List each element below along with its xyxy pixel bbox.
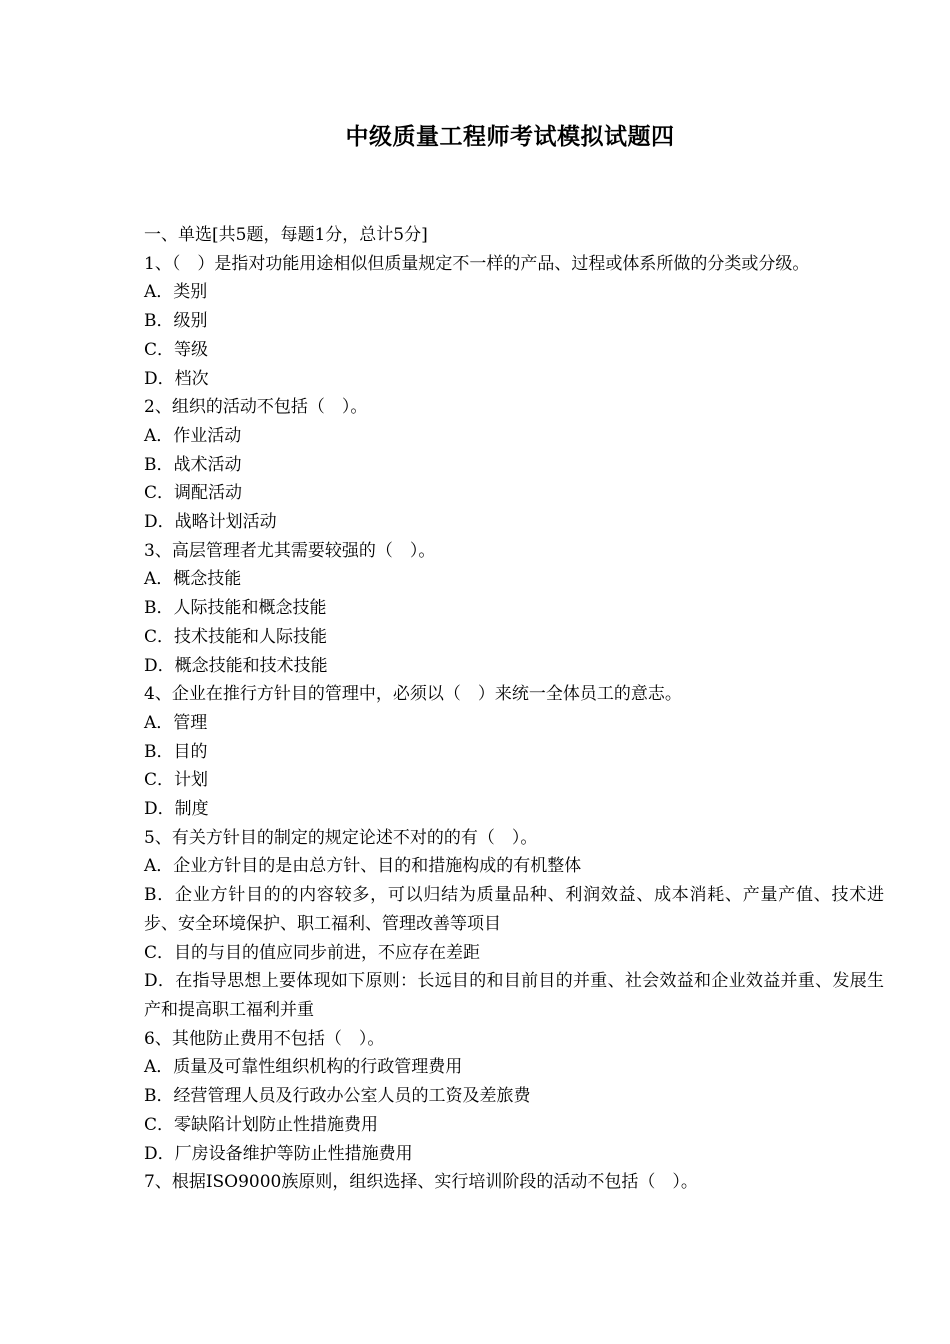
option-d: D．在指导思想上要体现如下原则：长远目的和目前目的并重、社会效益和企业效益并重、发展生产和提高职工福利并重 <box>144 971 884 1020</box>
option-a: A．概念技能 <box>144 569 242 590</box>
question-4 <box>144 680 884 824</box>
option-a: A．类别 <box>144 282 208 303</box>
question-stem: 2、组织的活动不包括（ ）。 <box>144 397 368 418</box>
option-c: C．零缺陷计划防止性措施费用 <box>144 1114 379 1135</box>
question-stem: 5、有关方针目的制定的规定论述不对的的有（ ）。 <box>144 827 538 848</box>
option-c: C．等级 <box>144 339 209 360</box>
option-b: B．企业方针目的的内容较多，可以归结为质量品种、利润效益、成本消耗、产量产值、技术进步、安全环境保护、职工福利、管理改善等项目 <box>144 885 884 934</box>
option-a: A．管理 <box>144 712 208 733</box>
question-7 <box>144 1168 884 1197</box>
question-3 <box>144 537 884 681</box>
option-d: D．战略计划活动 <box>144 512 277 533</box>
option-d: D．制度 <box>144 799 209 820</box>
question-2 <box>144 393 884 537</box>
option-d: D．厂房设备维护等防止性措施费用 <box>144 1143 413 1164</box>
option-d: D．概念技能和技术技能 <box>144 655 328 676</box>
option-c: C．调配活动 <box>144 483 243 504</box>
option-b: B．目的 <box>144 741 208 762</box>
question-5 <box>144 824 884 1025</box>
question-stem: 7、根据ISO9000族原则，组织选择、实行培训阶段的活动不包括（ ）。 <box>144 1172 698 1193</box>
option-a: A．作业活动 <box>144 425 242 446</box>
option-b: B．人际技能和概念技能 <box>144 598 327 619</box>
question-stem: 1、（ ）是指对功能用途相似但质量规定不一样的产品、过程或体系所做的分类或分级。 <box>144 253 810 274</box>
option-c: C．目的与目的值应同步前进，不应存在差距 <box>144 942 481 963</box>
option-a: A．质量及可靠性组织机构的行政管理费用 <box>144 1057 463 1078</box>
document-title: 中级质量工程师考试模拟试题四 <box>345 123 675 150</box>
option-a: A．企业方针目的是由总方针、目的和措施构成的有机整体 <box>144 856 582 877</box>
option-b: B．级别 <box>144 311 208 332</box>
question-stem: 6、其他防止费用不包括（ ）。 <box>144 1028 385 1049</box>
option-c: C．技术技能和人际技能 <box>144 626 328 647</box>
option-d: D．档次 <box>144 368 209 389</box>
question-stem: 3、高层管理者尤其需要较强的（ ）。 <box>144 540 436 561</box>
document-body <box>144 221 884 1197</box>
option-b: B．战术活动 <box>144 454 242 475</box>
option-c: C．计划 <box>144 770 209 791</box>
question-1 <box>144 250 884 394</box>
section-header: 一、单选[共5题，每题1分，总计5分] <box>144 225 428 245</box>
question-6 <box>144 1025 884 1169</box>
question-stem: 4、企业在推行方针目的管理中，必须以（ ）来统一全体员工的意志。 <box>144 684 682 705</box>
option-b: B．经营管理人员及行政办公室人员的工资及差旅费 <box>144 1086 531 1107</box>
